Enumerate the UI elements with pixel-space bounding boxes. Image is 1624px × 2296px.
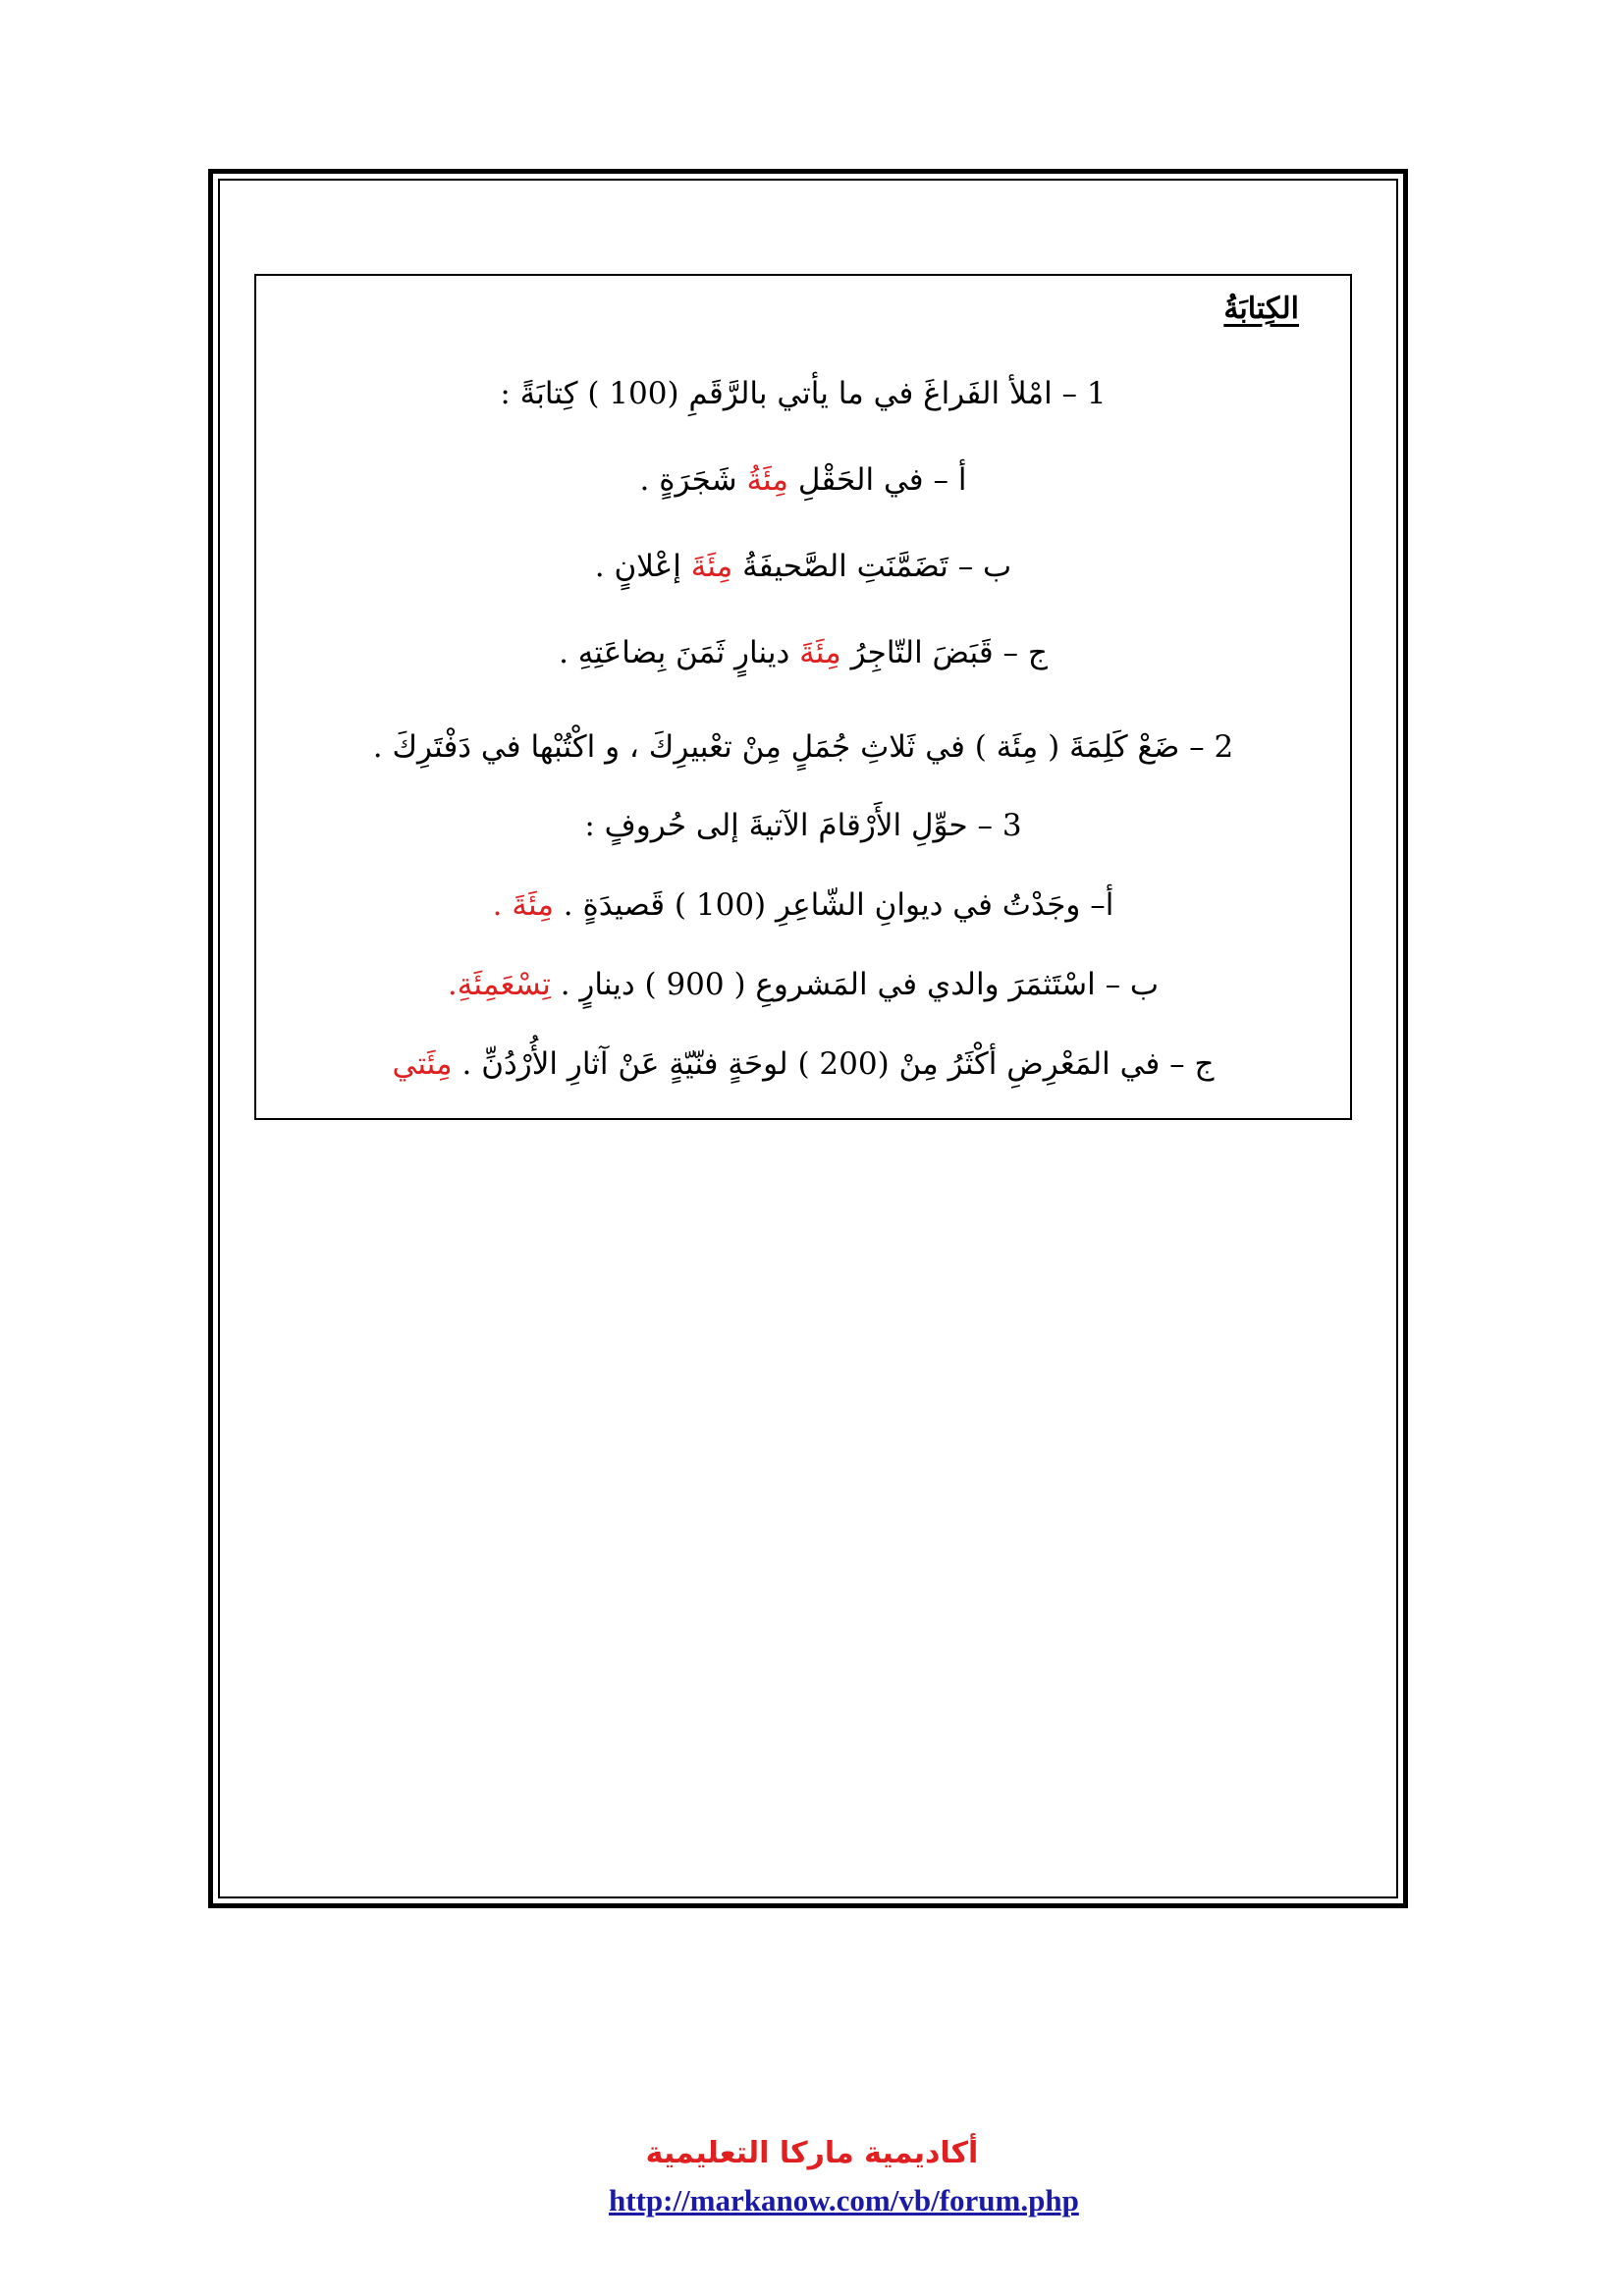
footer-forum-link[interactable]: http://markanow.com/vb/forum.php [609, 2183, 1079, 2217]
item-text: دينارٍ ثَمَنَ بِضاعَتِهِ . [559, 635, 800, 670]
item-text: أ– وجَدْتُ في ديوانِ الشّاعِرِ (100 ) قَصيدَةٍ . [553, 887, 1114, 923]
item-text: أ – في الحَقْلِ [788, 462, 967, 498]
item-text: إعْلانٍ . [594, 549, 691, 584]
answer-text: تِسْعَمِئَةِ. [447, 967, 551, 1002]
answer-text: مِئَةُ [746, 462, 789, 498]
answer-text: مِئَةَ [799, 635, 841, 670]
item-text: ج – قَبَضَ التّاجِرُ [840, 635, 1048, 670]
question-3-prompt: 3 – حوِّلِ الأَرْقامَ الآتيةَ إلى حُروفٍ : [584, 808, 1022, 843]
question-1-item-b [256, 545, 1350, 588]
question-3-item-c [256, 1042, 1350, 1086]
answer-text: مِئَتي [392, 1046, 453, 1082]
question-1-item-c [256, 631, 1350, 674]
item-text: ج – في المَعْرِضِ أكْثَرُ مِنْ (200 ) لوحَةٍ فنّيّةٍ عَنْ آثارِ الأُرْدُنِّ . [452, 1046, 1215, 1082]
question-1-item-a [256, 458, 1350, 502]
item-text: ب – تَضَمَّنَتِ الصَّحيفَةُ [732, 549, 1012, 584]
answer-text: مِئَةَ [690, 549, 733, 584]
question-3-item-b [256, 963, 1350, 1006]
item-text: ب – اسْتَثمَرَ والدي في المَشروعِ ( 900 ) دينارٍ . [550, 967, 1160, 1002]
answer-text: مِئَةَ . [492, 887, 554, 923]
item-text: شَجَرَةٍ . [639, 462, 747, 498]
footer-academy-title: أكاديمية ماركا التعليمية [645, 2136, 979, 2170]
question-2-prompt: 2 – ضَعْ كَلِمَةَ ( مِئَة ) في ثَلاثِ جُمَلٍ مِنْ تعْبيرِكَ ، و اكْتُبْها في دَفْتَرِكَ . [372, 729, 1234, 765]
question-1-prompt: 1 – امْلأ الفَراغَ في ما يأتي بالرَّقَمِ (100 ) كِتابَةً : [500, 376, 1107, 411]
writing-section-box [254, 274, 1352, 1120]
question-3-item-a [256, 883, 1350, 927]
section-heading: الكِتابَةُ [1223, 292, 1299, 326]
